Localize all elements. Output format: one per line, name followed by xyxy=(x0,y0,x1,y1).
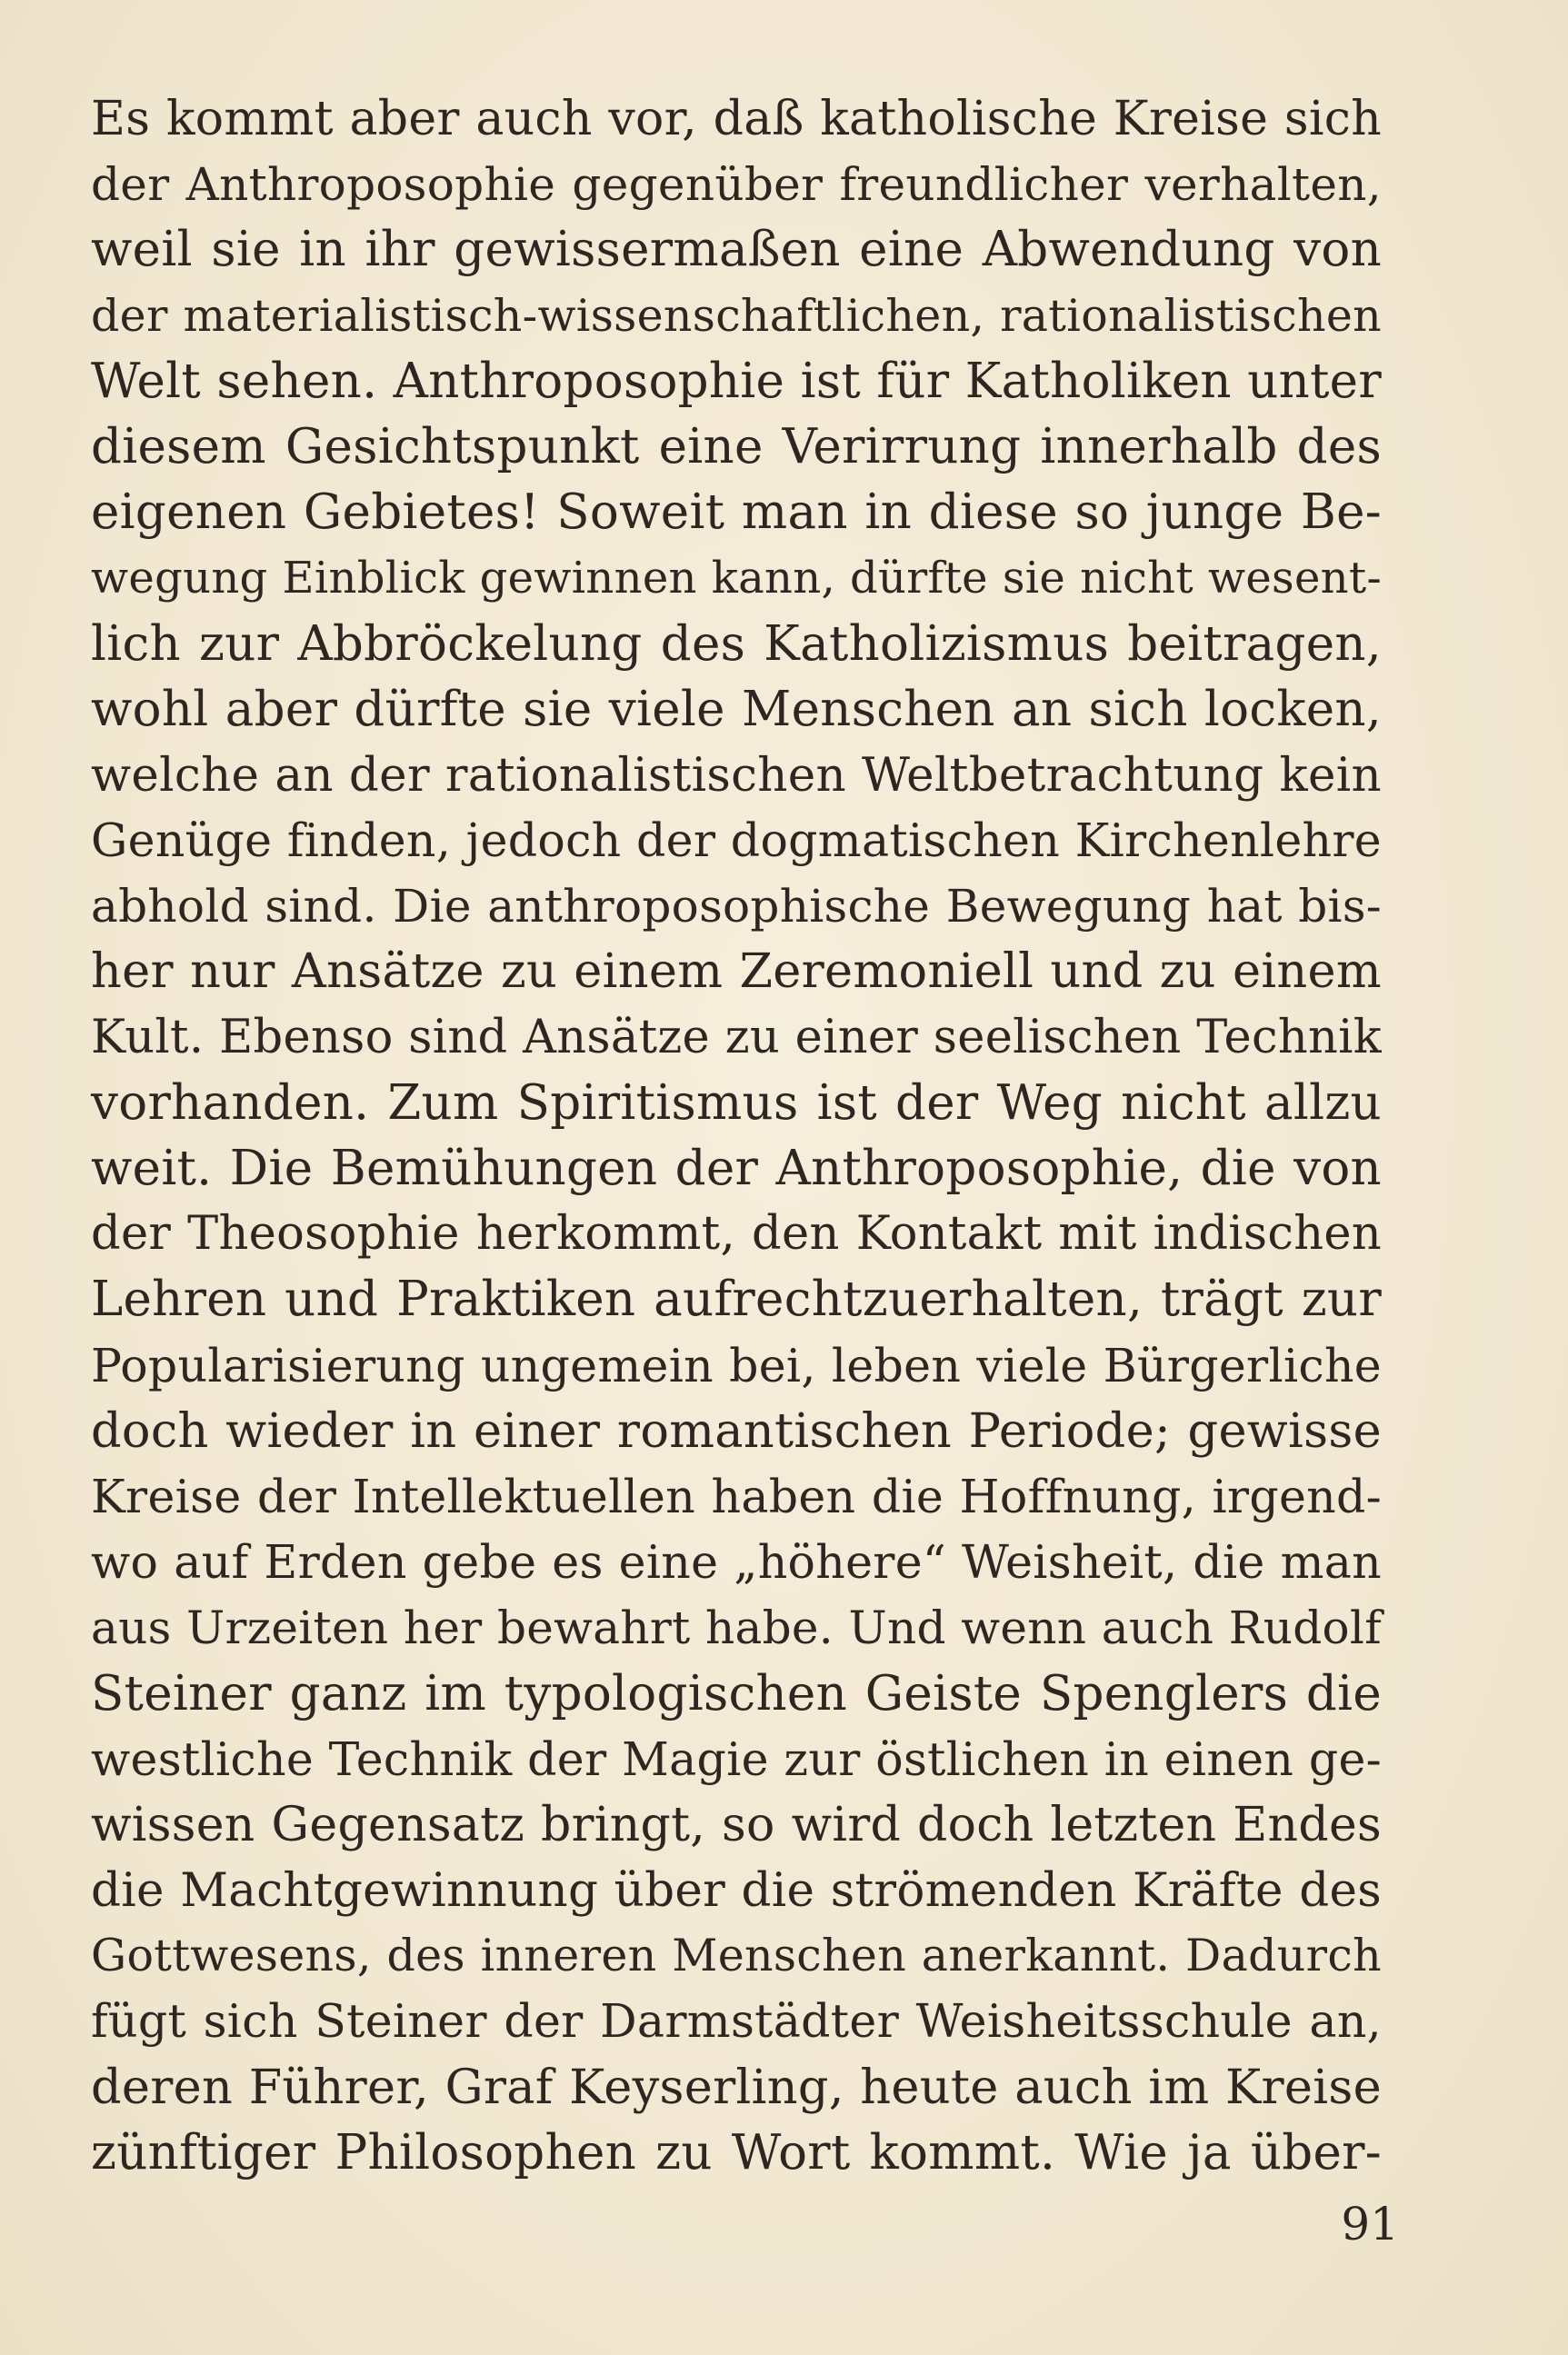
text-line: eigenen Gebietes! Soweit man in diese so junge Be- xyxy=(91,484,1382,541)
text-line: Popularisierung ungemein bei, leben viele Bürgerliche xyxy=(91,1338,1382,1392)
text-line: die Machtgewinnung über die strömenden Kräfte des xyxy=(91,1863,1382,1919)
text-line: aus Urzeiten her bewahrt habe. Und wenn auch Rudolf xyxy=(91,1602,1382,1655)
page-number: 91 xyxy=(1341,2198,1399,2250)
text-line: weil sie in ihr gewissermaßen eine Abwendung von xyxy=(91,222,1382,278)
text-line: wohl aber dürfte sie viele Menschen an sich locken, xyxy=(91,681,1382,737)
text-line: Es kommt aber auch vor, daß katholische Kreise sich xyxy=(91,92,1382,146)
text-line: der Anthroposophie gegenüber freundlicher verhalten, xyxy=(91,158,1382,212)
text-line: doch wieder in einer romantischen Periode; gewisse xyxy=(91,1402,1382,1459)
text-line: westliche Technik der Magie zur östlichen in einen ge- xyxy=(91,1731,1382,1786)
text-line: deren Führer, Graf Keyserling, heute auch im Kreise xyxy=(91,2059,1382,2115)
text-line: Kult. Ebenso sind Ansätze zu einer seelischen Technik xyxy=(91,1010,1382,1064)
text-line: abhold sind. Die anthroposophische Bewegung hat bis- xyxy=(91,880,1382,933)
text-line: Welt sehen. Anthroposophie ist für Katholiken unter xyxy=(91,353,1382,409)
text-line: lich zur Abbröckelung des Katholizismus beitragen, xyxy=(91,615,1382,672)
text-line: welche an der rationalistischen Weltbetrachtung kein xyxy=(91,747,1382,803)
text-line: diesem Gesichtspunkt eine Verirrung innerhalb des xyxy=(91,418,1382,474)
text-line: wissen Gegensatz bringt, so wird doch letzten Endes xyxy=(91,1797,1382,1852)
text-line: Gottwesens, des inneren Menschen anerkannt. Dadurch xyxy=(91,1930,1382,1982)
text-line: weit. Die Bemühungen der Anthroposophie, die von xyxy=(91,1141,1382,1196)
text-line: wo auf Erden gebe es eine „höhere“ Weisheit, die man xyxy=(91,1535,1382,1590)
text-line: Lehren und Praktiken aufrechtzuerhalten, trägt zur xyxy=(91,1272,1382,1328)
text-line: der materialistisch-wissenschaftlichen, rationalistischen xyxy=(91,289,1382,342)
text-line: zünftiger Philosophen zu Wort kommt. Wie ja über- xyxy=(91,2124,1382,2180)
text-line: Kreise der Intellektuellen haben die Hoffnung, irgend- xyxy=(91,1469,1382,1523)
text-line: fügt sich Steiner der Darmstädter Weisheitsschule an, xyxy=(91,1994,1382,2049)
text-line: wegung Einblick gewinnen kann, dürfte sie nicht wesent- xyxy=(91,553,1382,604)
body-text xyxy=(91,86,1382,2186)
text-line: Steiner ganz im typologischen Geiste Spenglers die xyxy=(91,1665,1382,1721)
text-line: der Theosophie herkommt, den Kontakt mit indischen xyxy=(91,1207,1382,1262)
text-line: Genüge finden, jedoch der dogmatischen Kirchenlehre xyxy=(91,813,1382,868)
text-line: vorhanden. Zum Spiritismus ist der Weg nicht allzu xyxy=(91,1074,1382,1131)
text-line: her nur Ansätze zu einem Zeremoniell und zu einem xyxy=(91,943,1382,1000)
